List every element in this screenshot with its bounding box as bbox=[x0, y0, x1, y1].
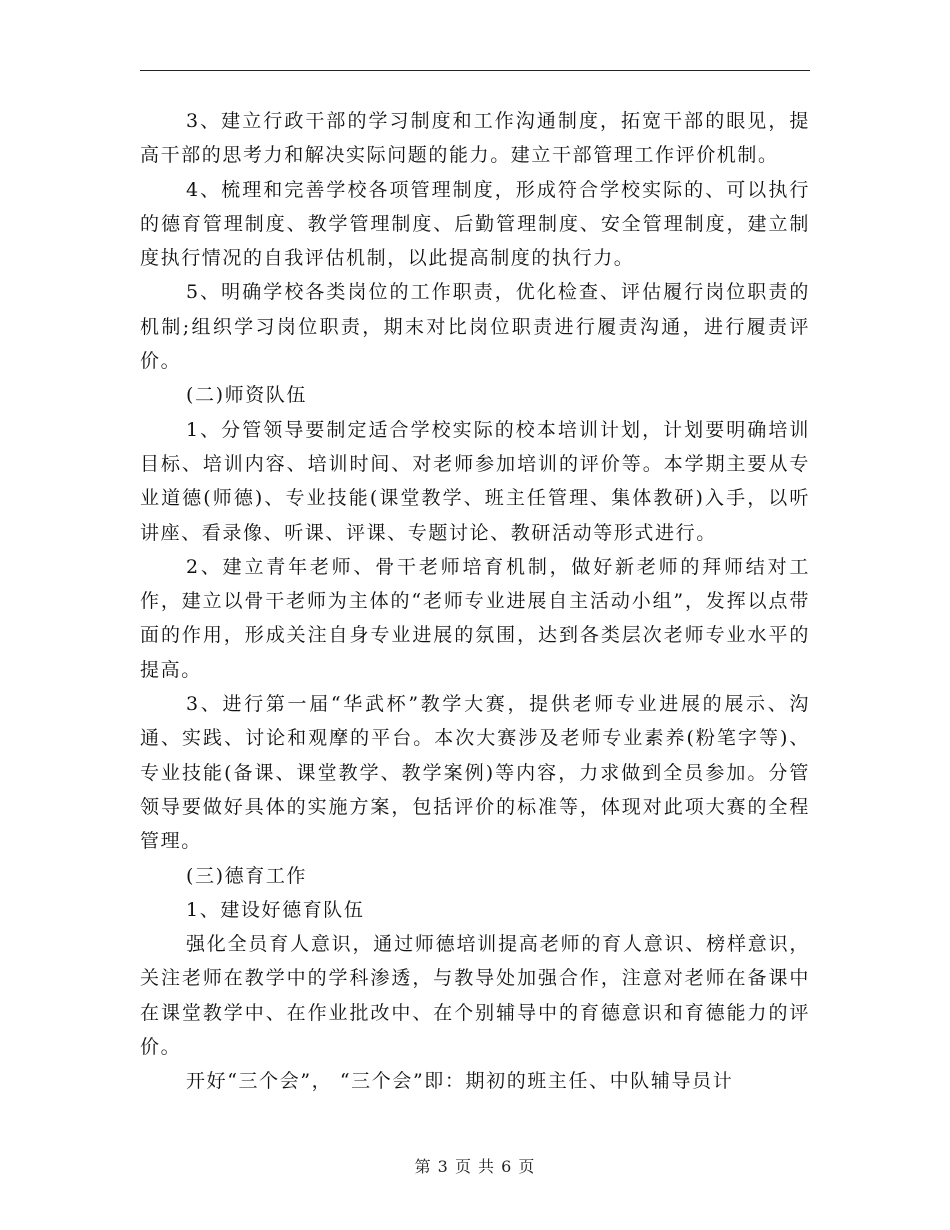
document-body bbox=[140, 104, 810, 1099]
section-heading: (三)德育工作 bbox=[186, 864, 308, 887]
paragraph: 1、分管领导要制定适合学校实际的校本培训计划，计划要明确培训目标、培训内容、培训时间、对老师参加培训的评价等。本学期主要从专业道德(师德)、专业技能(课堂教学、班主任管理、集体教研)入手，以听讲座、看录像、听课、评课、专题讨论、教研活动等形式进行。 bbox=[140, 418, 810, 544]
paragraph: 3、进行第一届“华武杯”教学大赛，提供老师专业进展的展示、沟通、实践、讨论和观摩的平台。本次大赛涉及老师专业素养(粉笔字等)、专业技能(备课、课堂教学、教学案例)等内容，力求做到全员参加。分管领导要做好具体的实施方案，包括评价的标准等，体现对此项大赛的全程管理。 bbox=[140, 693, 810, 853]
header-rule bbox=[140, 70, 810, 71]
page-footer: 第 3 页 共 6 页 bbox=[414, 1157, 536, 1176]
paragraph: 强化全员育人意识，通过师德培训提高老师的育人意识、榜样意识，关注老师在教学中的学科渗透，与教导处加强合作，注意对老师在备课中在课堂教学中、在作业批改中、在个别辅导中的育德意识和育德能力的评价。 bbox=[140, 933, 810, 1059]
paragraph: 3、建立行政干部的学习制度和工作沟通制度，拓宽干部的眼见，提高干部的思考力和解决实际问题的能力。建立干部管理工作评价机制。 bbox=[140, 110, 810, 167]
section-heading: (二)师资队伍 bbox=[186, 384, 308, 407]
paragraph: 4、梳理和完善学校各项管理制度，形成符合学校实际的、可以执行的德育管理制度、教学管理制度、后勤管理制度、安全管理制度，建立制度执行情况的自我评估机制，以此提高制度的执行力。 bbox=[140, 178, 810, 270]
subsection-heading: 1、建设好德育队伍 bbox=[186, 898, 365, 921]
paragraph: 2、建立青年老师、骨干老师培育机制，做好新老师的拜师结对工作，建立以骨干老师为主体的“老师专业进展自主活动小组”，发挥以点带面的作用，形成关注自身专业进展的氛围，达到各类层次老师专业水平的提高。 bbox=[140, 555, 810, 681]
paragraph: 5、明确学校各类岗位的工作职责，优化检查、评估履行岗位职责的机制;组织学习岗位职责，期末对比岗位职责进行履责沟通，进行履责评价。 bbox=[140, 281, 810, 373]
paragraph: 开好“三个会”， “三个会”即：期初的班主任、中队辅导员计 bbox=[186, 1070, 734, 1093]
